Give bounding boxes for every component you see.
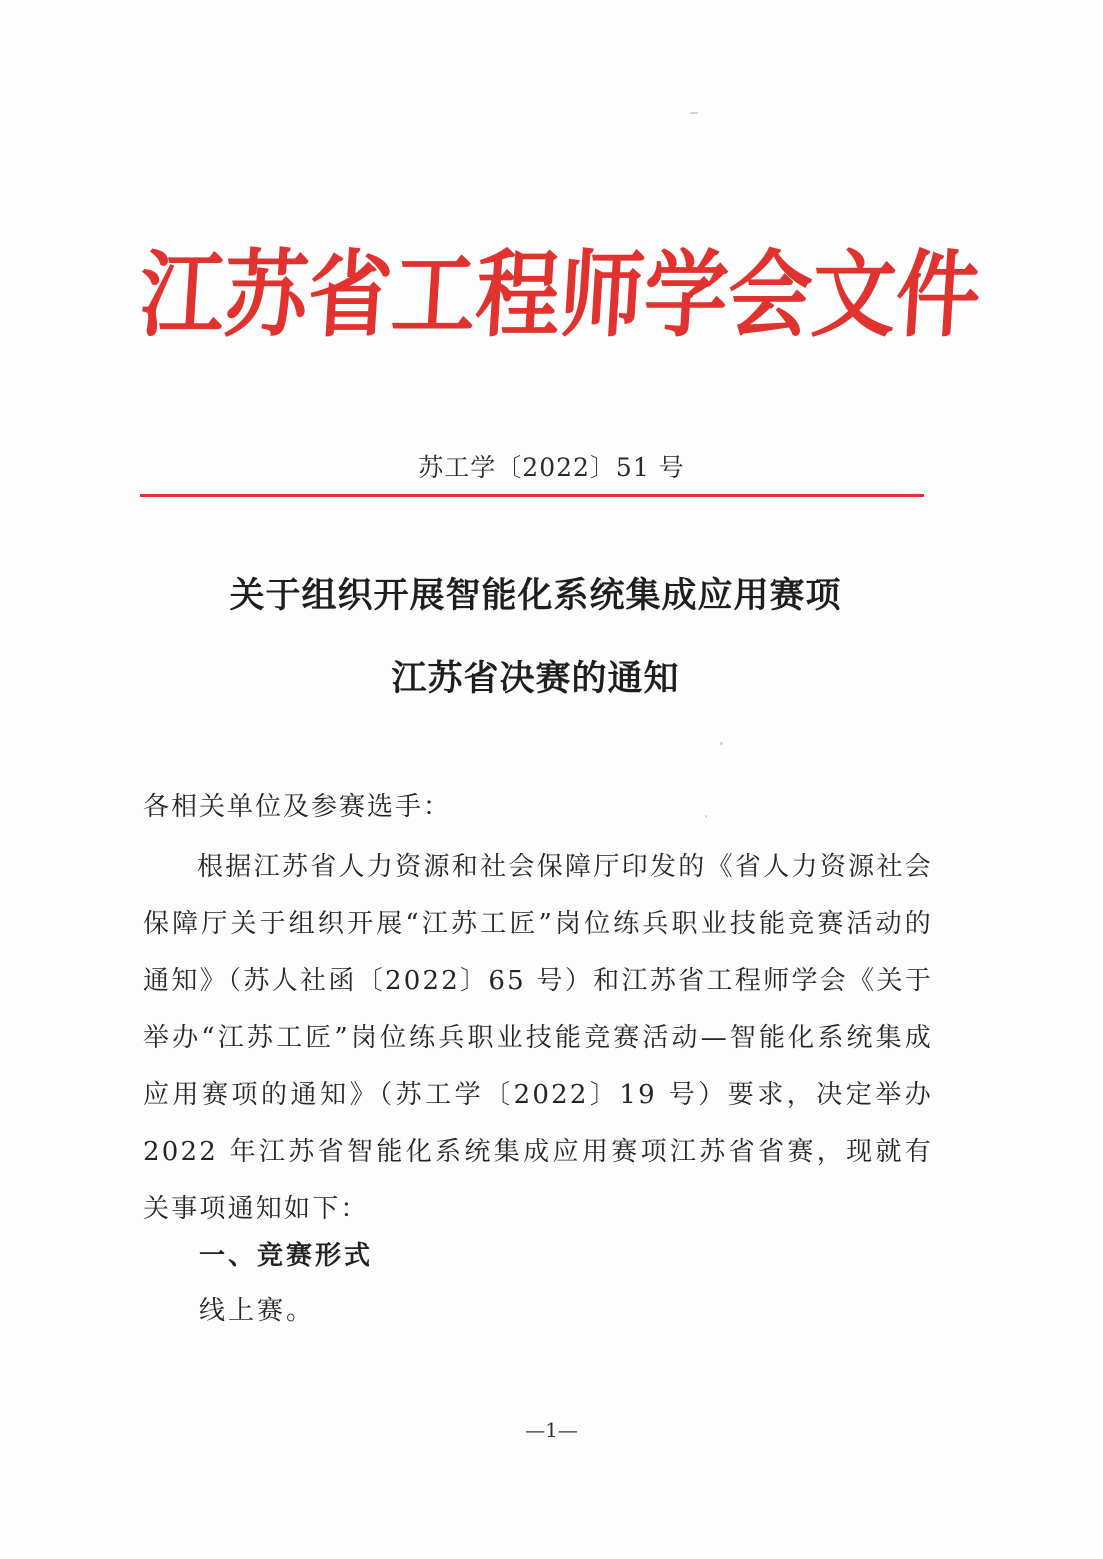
title-char: 程 [472, 240, 564, 350]
title-char: 省 [304, 240, 396, 350]
red-divider [140, 494, 924, 497]
title-char: 文 [808, 240, 900, 350]
scan-speck [690, 112, 698, 114]
title-char: 江 [136, 240, 228, 350]
title-char: 工 [388, 240, 480, 350]
title-char: 苏 [220, 240, 312, 350]
notice-title-line2: 江苏省决赛的通知 [391, 658, 680, 699]
scan-speck [720, 742, 723, 745]
page-number: —1— [525, 1418, 578, 1442]
salutation: 各相关单位及参赛选手： [143, 792, 452, 822]
section-heading: 一、竞赛形式 [199, 1241, 374, 1271]
document-number: 苏工学〔2022〕51 号 [418, 453, 685, 482]
notice-title-line1: 关于组织开展智能化系统集成应用赛项 [229, 575, 842, 616]
title-char: 学 [640, 240, 732, 350]
title-char: 会 [724, 240, 816, 350]
scan-speck [705, 815, 707, 818]
body-paragraph: 根据江苏省人力资源和社会保障厅印发的《省人力资源社会保障厅关于组织开展“江苏工匠”岗位练兵职业技能竞赛活动的通知》（苏人社函〔2022〕65 号）和江苏省工程师学会《关于举办“江苏工匠”岗位练兵职业技能竞赛活动—智能化系统集成应用赛项的通知》（苏工学〔2022〕19 号）要求，决定举办 2022 年江苏省智能化系统集成应用赛项江苏省省赛，现就有关事项通知如下： [143, 852, 933, 1224]
title-char: 件 [892, 240, 984, 350]
title-char: 师 [556, 240, 648, 350]
issuer-red-title [136, 235, 984, 355]
section-body: 线上赛。 [199, 1296, 316, 1326]
